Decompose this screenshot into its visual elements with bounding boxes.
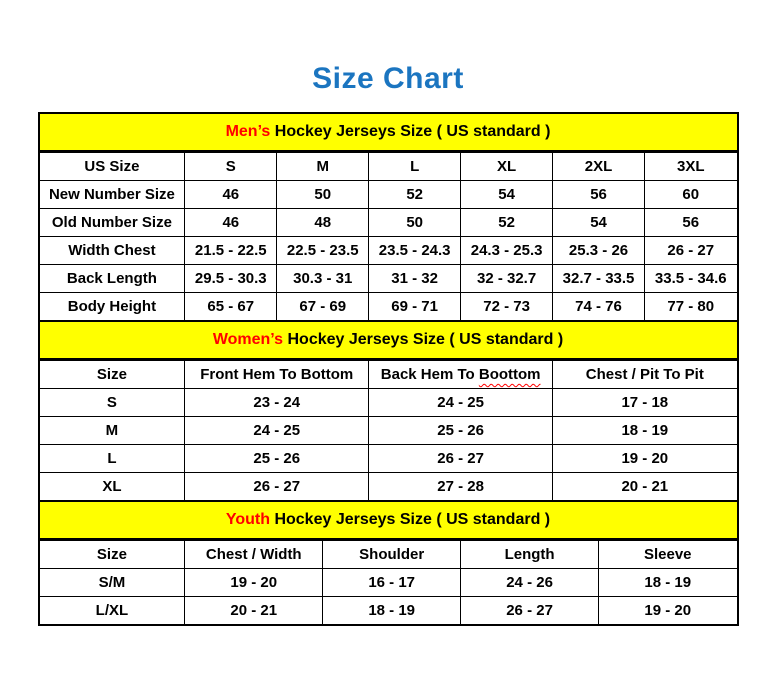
cell: 18 - 19 — [553, 417, 737, 445]
womens-table — [40, 360, 737, 500]
cell: 32 - 32.7 — [461, 265, 553, 293]
cell: 33.5 - 34.6 — [645, 265, 737, 293]
cell: 16 - 17 — [323, 569, 461, 597]
row-label: Back Length — [40, 265, 185, 293]
table-row — [40, 265, 737, 293]
header-row — [40, 153, 737, 181]
cell: 56 — [553, 181, 645, 209]
column-header-youth-2: Shoulder — [323, 541, 461, 569]
column-header-mens-5: 2XL — [553, 153, 645, 181]
misspelled-word-squiggle: Boottom — [478, 366, 541, 383]
column-header-youth-3: Length — [461, 541, 599, 569]
cell: 26 - 27 — [645, 237, 737, 265]
cell: 29.5 - 30.3 — [185, 265, 277, 293]
column-header-youth-0: Size — [40, 541, 185, 569]
section-banner-highlight: Men’s — [225, 123, 271, 140]
cell: 26 - 27 — [185, 473, 369, 501]
cell: 18 - 19 — [599, 569, 737, 597]
column-header-mens-6: 3XL — [645, 153, 737, 181]
table-row — [40, 389, 737, 417]
cell: 20 - 21 — [185, 597, 323, 625]
section-banner-text: Hockey Jerseys Size ( US standard ) — [270, 123, 551, 140]
column-header-mens-2: M — [277, 153, 369, 181]
cell: 77 - 80 — [645, 293, 737, 321]
row-label: S/M — [40, 569, 185, 597]
section-banner-mens — [40, 114, 737, 152]
section-banner-highlight: Youth — [225, 511, 270, 528]
row-label: M — [40, 417, 185, 445]
cell: 26 - 27 — [369, 445, 553, 473]
row-label: S — [40, 389, 185, 417]
cell: 30.3 - 31 — [277, 265, 369, 293]
column-header-womens-2: Back Hem To Boottom — [369, 361, 553, 389]
cell: 19 - 20 — [553, 445, 737, 473]
cell: 19 - 20 — [599, 597, 737, 625]
column-header-womens-1: Front Hem To Bottom — [185, 361, 369, 389]
cell: 48 — [277, 209, 369, 237]
row-label: L — [40, 445, 185, 473]
section-banner-youth — [40, 500, 737, 540]
cell: 20 - 21 — [553, 473, 737, 501]
mens-table — [40, 152, 737, 320]
cell: 74 - 76 — [553, 293, 645, 321]
cell: 23.5 - 24.3 — [369, 237, 461, 265]
row-label: XL — [40, 473, 185, 501]
cell: 69 - 71 — [369, 293, 461, 321]
size-chart-table — [38, 112, 739, 626]
cell: 50 — [369, 209, 461, 237]
youth-table — [40, 540, 737, 624]
section-banner-womens — [40, 320, 737, 360]
cell: 21.5 - 22.5 — [185, 237, 277, 265]
section-banner-highlight: Women’s — [212, 331, 284, 348]
cell: 46 — [185, 181, 277, 209]
column-header-womens-3: Chest / Pit To Pit — [553, 361, 737, 389]
cell: 54 — [553, 209, 645, 237]
table-row — [40, 445, 737, 473]
cell: 26 - 27 — [461, 597, 599, 625]
cell: 72 - 73 — [461, 293, 553, 321]
cell: 56 — [645, 209, 737, 237]
cell: 24 - 25 — [185, 417, 369, 445]
cell: 17 - 18 — [553, 389, 737, 417]
cell: 32.7 - 33.5 — [553, 265, 645, 293]
table-row — [40, 597, 737, 625]
cell: 31 - 32 — [369, 265, 461, 293]
row-label: Body Height — [40, 293, 185, 321]
table-row — [40, 417, 737, 445]
table-row — [40, 569, 737, 597]
row-label: Old Number Size — [40, 209, 185, 237]
page-title: Size Chart — [312, 62, 464, 95]
section-banner-text: Hockey Jerseys Size ( US standard ) — [270, 511, 551, 528]
table-row — [40, 473, 737, 501]
cell: 23 - 24 — [185, 389, 369, 417]
column-header-youth-4: Sleeve — [599, 541, 737, 569]
cell: 25 - 26 — [185, 445, 369, 473]
header-row — [40, 361, 737, 389]
cell: 22.5 - 23.5 — [277, 237, 369, 265]
column-header-mens-3: L — [369, 153, 461, 181]
cell: 18 - 19 — [323, 597, 461, 625]
cell: 24 - 25 — [369, 389, 553, 417]
cell: 46 — [185, 209, 277, 237]
cell: 60 — [645, 181, 737, 209]
cell: 54 — [461, 181, 553, 209]
table-row — [40, 209, 737, 237]
row-label: New Number Size — [40, 181, 185, 209]
cell: 65 - 67 — [185, 293, 277, 321]
cell: 52 — [461, 209, 553, 237]
cell: 67 - 69 — [277, 293, 369, 321]
cell: 24.3 - 25.3 — [461, 237, 553, 265]
cell: 27 - 28 — [369, 473, 553, 501]
header-row — [40, 541, 737, 569]
column-header-youth-1: Chest / Width — [185, 541, 323, 569]
column-header-mens-4: XL — [461, 153, 553, 181]
table-row — [40, 293, 737, 321]
section-banner-text: Hockey Jerseys Size ( US standard ) — [283, 331, 564, 348]
row-label: Width Chest — [40, 237, 185, 265]
cell: 19 - 20 — [185, 569, 323, 597]
cell: 25.3 - 26 — [553, 237, 645, 265]
cell: 52 — [369, 181, 461, 209]
column-header-mens-0: US Size — [40, 153, 185, 181]
column-header-womens-0: Size — [40, 361, 185, 389]
table-row — [40, 181, 737, 209]
cell: 50 — [277, 181, 369, 209]
column-header-mens-1: S — [185, 153, 277, 181]
table-row — [40, 237, 737, 265]
cell: 24 - 26 — [461, 569, 599, 597]
row-label: L/XL — [40, 597, 185, 625]
cell: 25 - 26 — [369, 417, 553, 445]
